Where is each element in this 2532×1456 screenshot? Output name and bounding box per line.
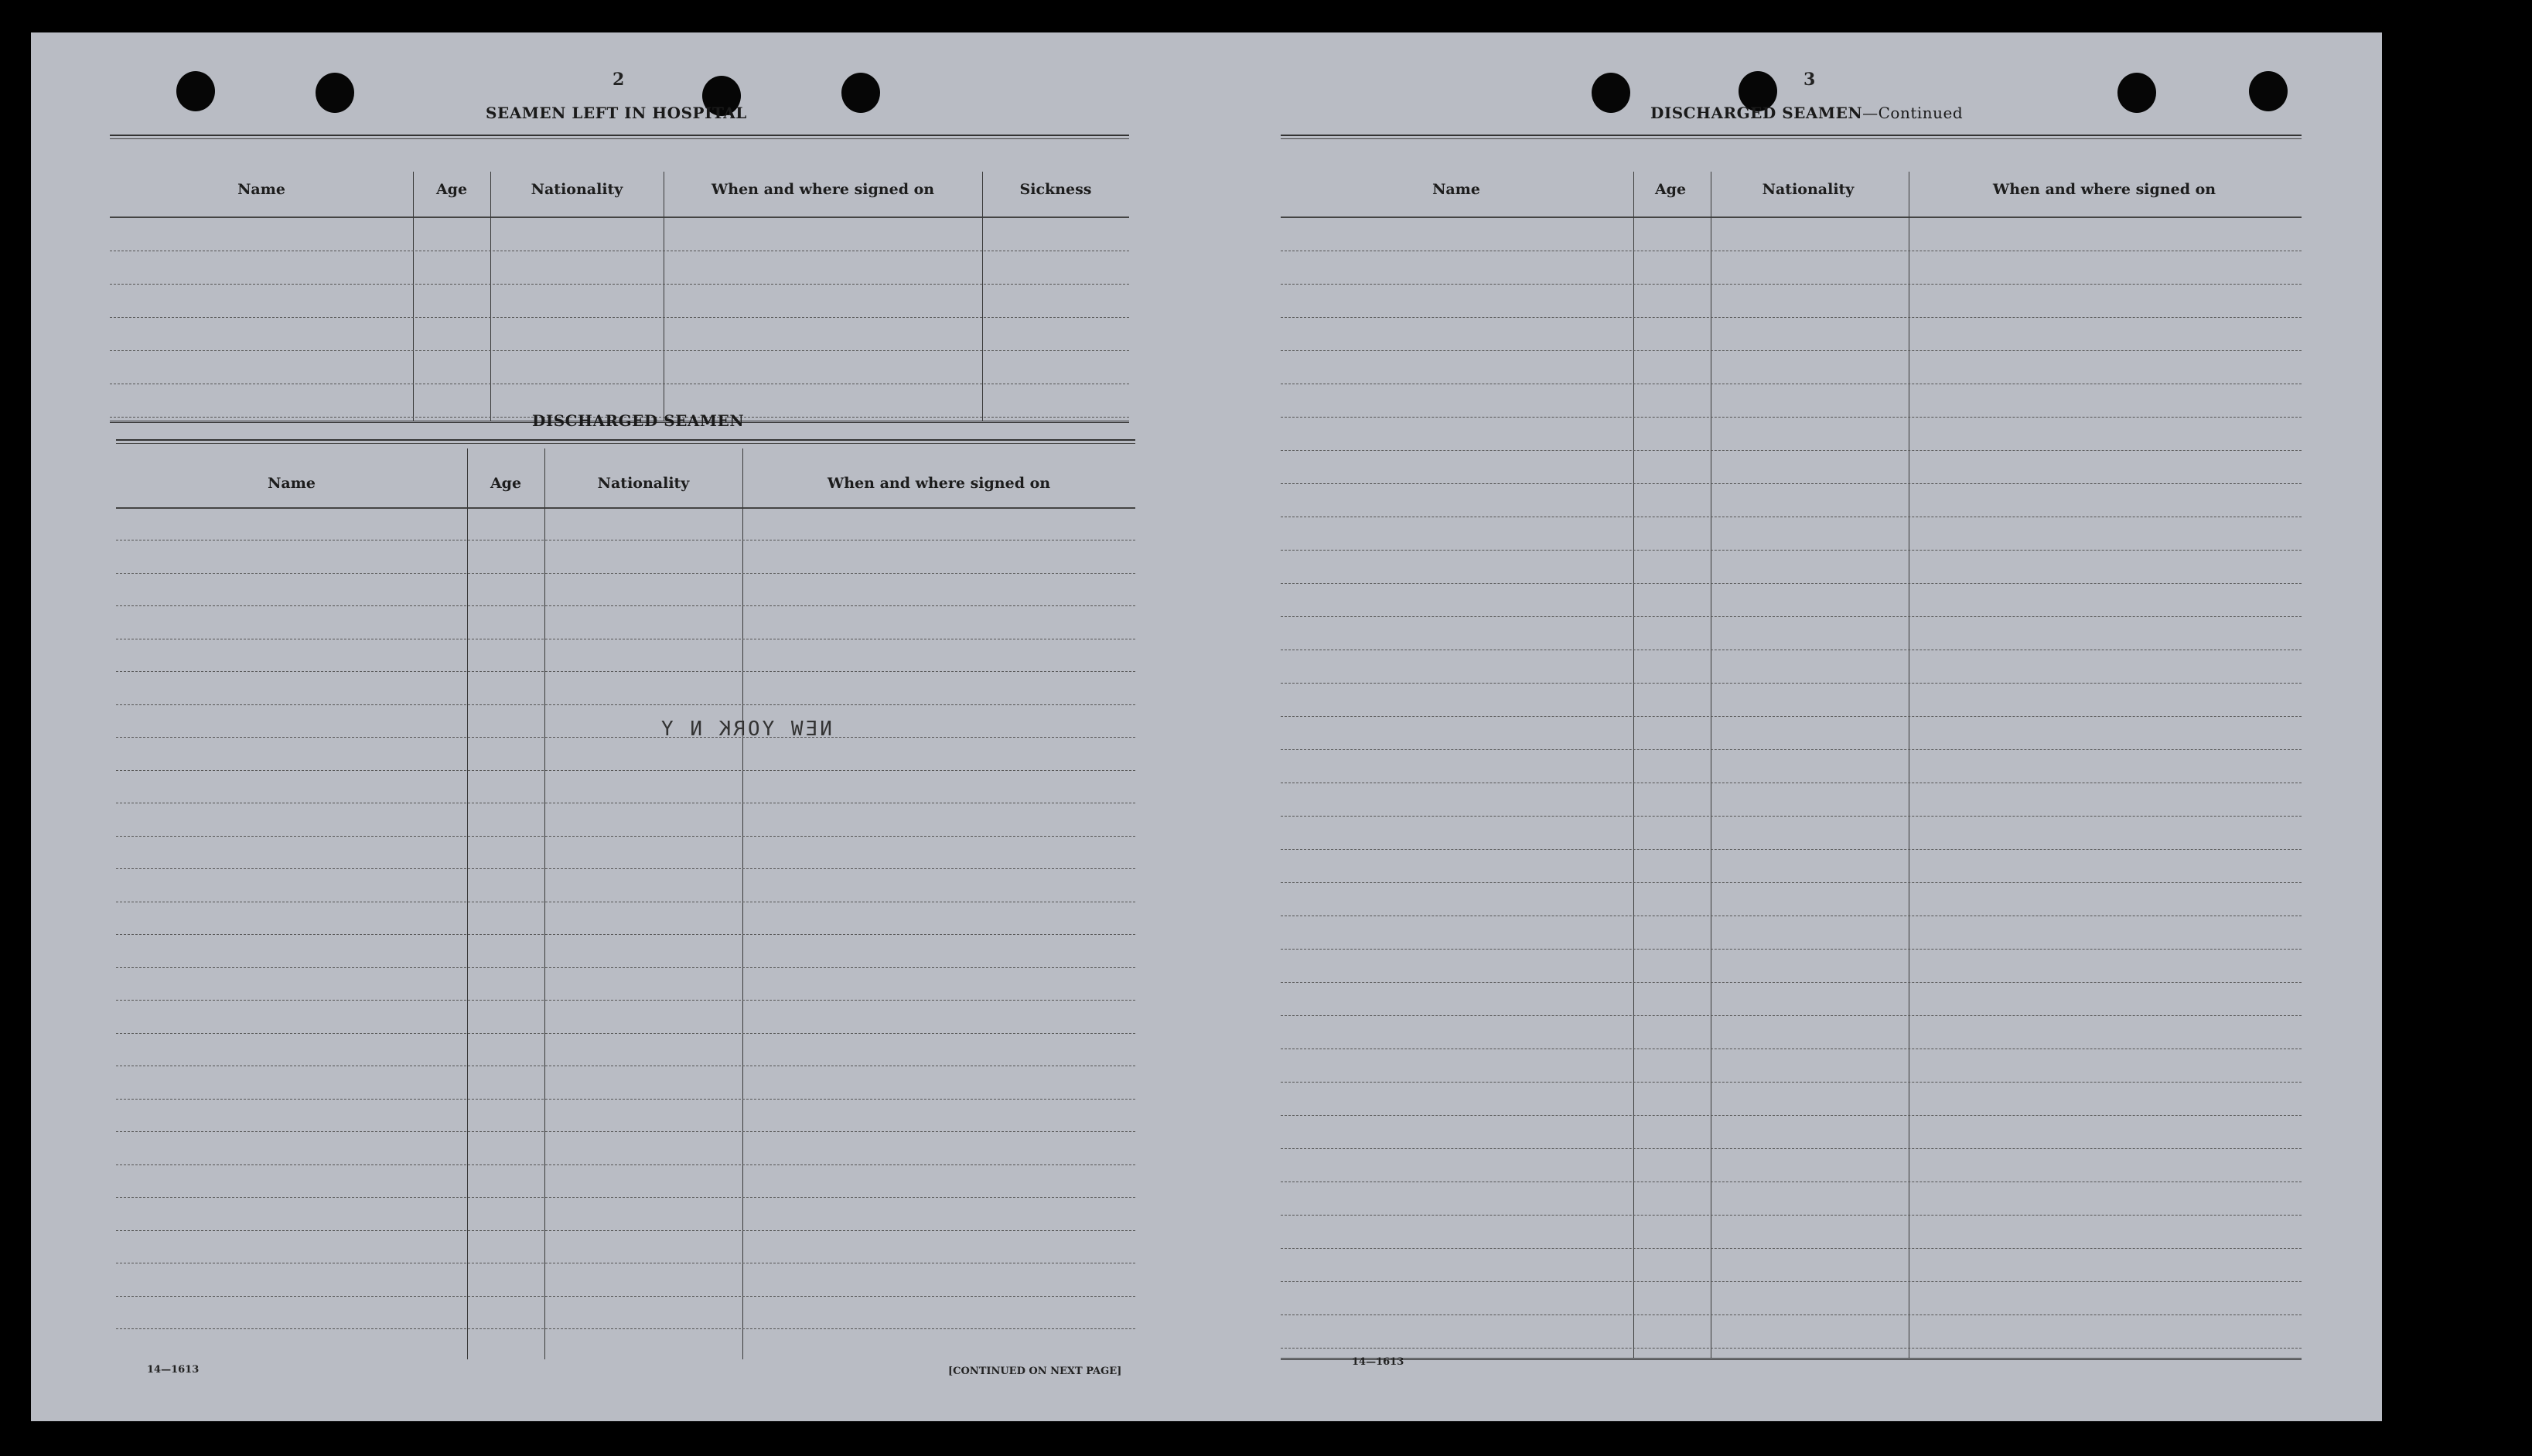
table-row <box>1281 882 2302 883</box>
table-row <box>116 967 1135 968</box>
table-row <box>1281 616 2302 617</box>
table-row <box>1281 982 2302 983</box>
hospital-section-title: SEAMEN LEFT IN HOSPITAL <box>486 104 747 122</box>
continued-note: [CONTINUED ON NEXT PAGE] <box>948 1366 1122 1377</box>
right-page <box>1206 32 2382 1421</box>
table-row <box>1281 1248 2302 1249</box>
table-row <box>1281 1281 2302 1282</box>
table-row <box>1281 683 2302 684</box>
table-row <box>116 836 1135 837</box>
table-row <box>1281 417 2302 418</box>
col-header-age: Age <box>490 475 522 492</box>
table-row <box>116 1164 1135 1165</box>
table-row <box>116 1099 1135 1100</box>
discharged-section-title: DISCHARGED SEAMEN <box>532 411 745 430</box>
table-row <box>110 317 1129 318</box>
punch-hole <box>1592 73 1630 113</box>
port-stamp: NEW YORK N Y <box>659 718 832 741</box>
col-header-name: Name <box>268 475 316 492</box>
table-row <box>1281 716 2302 717</box>
table-row <box>1281 350 2302 351</box>
table-row <box>116 1033 1135 1034</box>
punch-hole <box>176 71 215 111</box>
col-header-age: Age <box>1654 181 1687 198</box>
table-row <box>116 671 1135 672</box>
col-header-sickness: Sickness <box>1019 181 1092 198</box>
punch-hole <box>2249 71 2288 111</box>
discharged-continued-title <box>1650 104 1963 122</box>
table-row <box>116 1131 1135 1132</box>
table-row <box>116 1296 1135 1297</box>
page-number: 2 <box>613 70 625 90</box>
punch-hole <box>2117 73 2156 113</box>
table-row <box>1281 1215 2302 1216</box>
page-number: 3 <box>1803 70 1816 90</box>
table-row <box>116 934 1135 935</box>
table-row <box>1281 816 2302 817</box>
table-row <box>1281 483 2302 484</box>
discharged-continued-suffix: —Continued <box>1862 104 1964 122</box>
table-row <box>116 1230 1135 1231</box>
form-number: 14—1613 <box>147 1364 200 1376</box>
table-row <box>116 1328 1135 1329</box>
table-row <box>1281 749 2302 750</box>
table-row <box>1281 1348 2302 1349</box>
table-row <box>116 605 1135 606</box>
discharged-table <box>116 439 1135 1359</box>
table-row <box>116 573 1135 574</box>
col-header-nationality: Nationality <box>531 181 623 198</box>
col-header-nationality: Nationality <box>1762 181 1855 198</box>
col-header-age: Age <box>435 181 468 198</box>
punch-hole <box>841 73 880 113</box>
manifest-sheet <box>31 32 2382 1421</box>
table-row <box>116 737 1135 738</box>
col-header-name: Name <box>237 181 285 198</box>
col-header-signed-on: When and where signed on <box>711 181 935 198</box>
table-row <box>110 284 1129 285</box>
col-header-name: Name <box>1432 181 1480 198</box>
col-header-signed-on: When and where signed on <box>1992 181 2216 198</box>
table-row <box>1281 1148 2302 1149</box>
table-row <box>1281 1314 2302 1315</box>
table-row <box>116 868 1135 869</box>
discharged-continued-title-main: DISCHARGED SEAMEN <box>1650 104 1863 122</box>
col-header-signed-on: When and where signed on <box>827 475 1051 492</box>
hospital-table <box>110 135 1129 421</box>
discharged-continued-table <box>1281 135 2302 1358</box>
punch-hole <box>316 73 354 113</box>
table-row <box>1281 550 2302 551</box>
table-row <box>116 770 1135 771</box>
table-row <box>1281 1015 2302 1016</box>
table-row <box>1281 1082 2302 1083</box>
table-row <box>1281 317 2302 318</box>
table-row <box>1281 450 2302 451</box>
table-row <box>116 1197 1135 1198</box>
table-row <box>1281 849 2302 850</box>
table-row <box>1281 1115 2302 1116</box>
table-row <box>116 704 1135 705</box>
table-row <box>116 1000 1135 1001</box>
table-row <box>110 350 1129 351</box>
form-number: 14—1613 <box>1352 1356 1404 1368</box>
left-page <box>31 32 1206 1421</box>
col-header-nationality: Nationality <box>597 475 690 492</box>
table-row <box>1281 284 2302 285</box>
table-row <box>1281 949 2302 950</box>
table-row <box>1281 583 2302 584</box>
